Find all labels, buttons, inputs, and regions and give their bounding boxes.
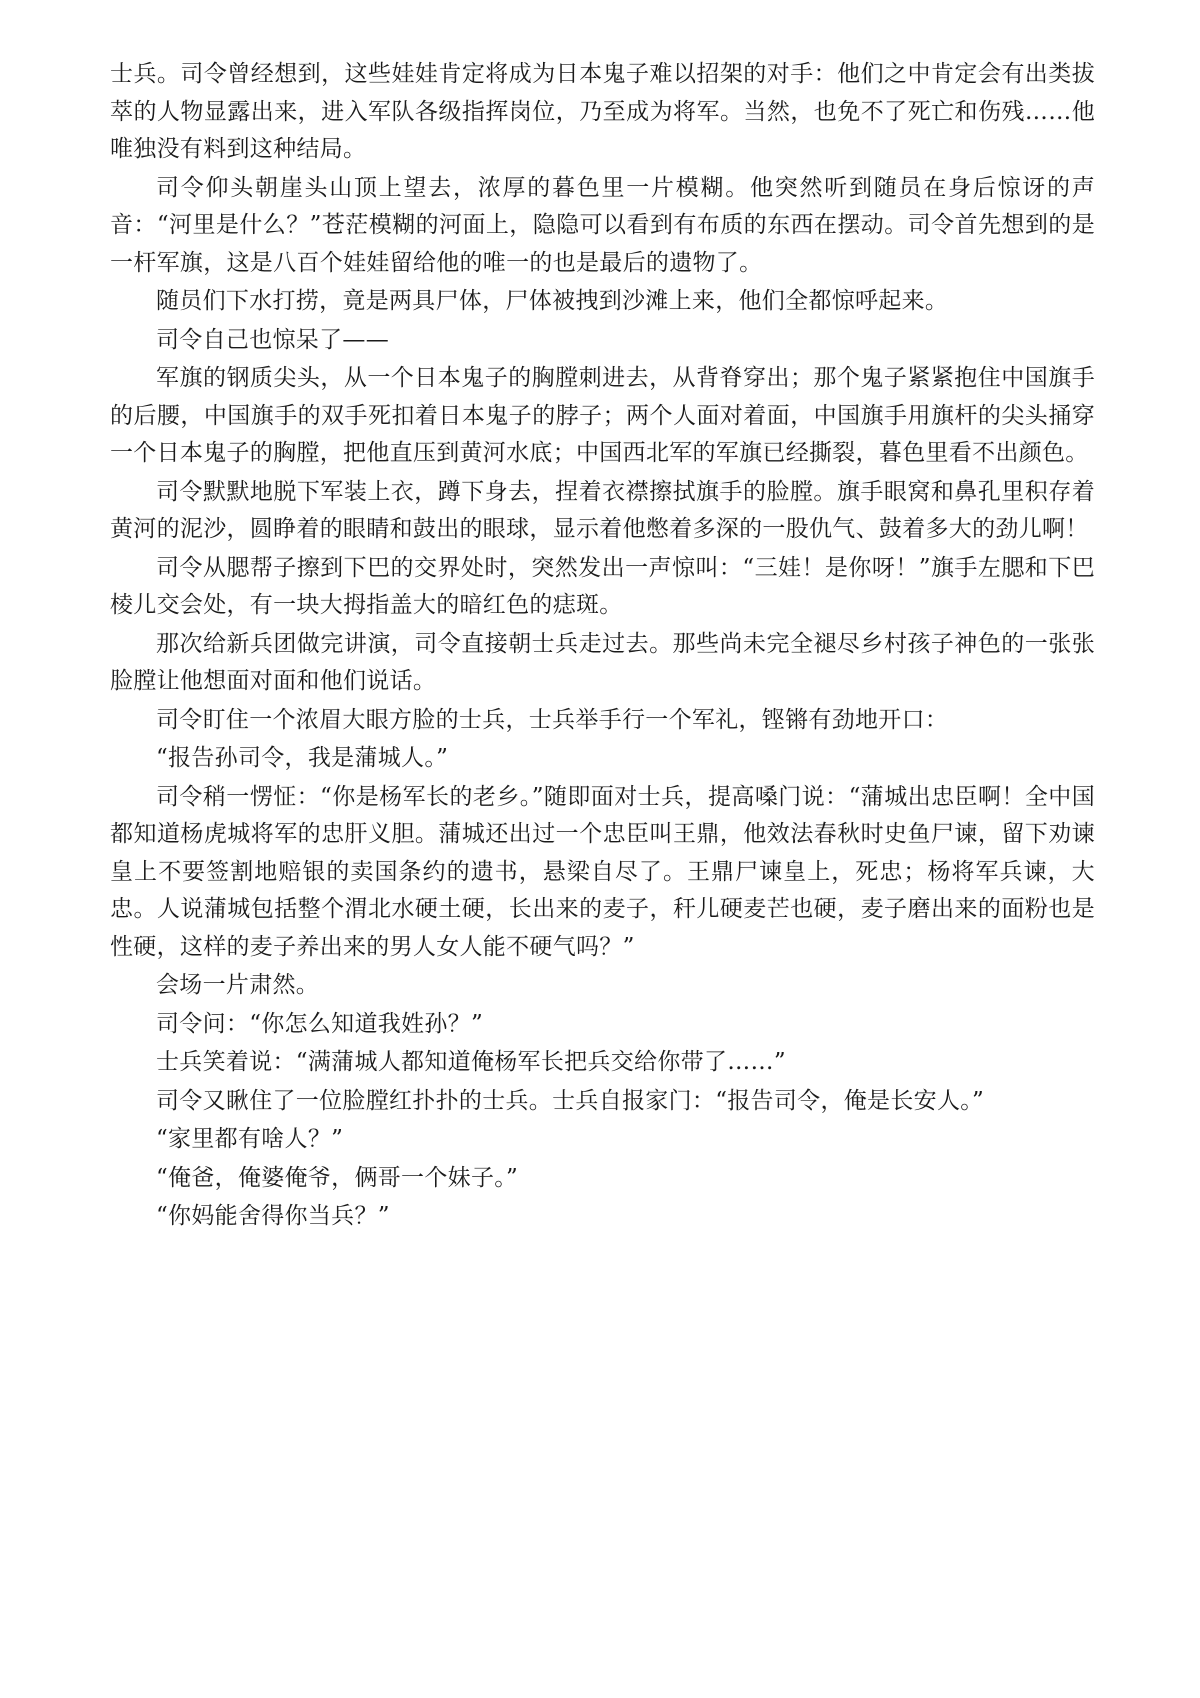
article-body [110, 56, 1095, 1237]
paragraph-10: “报告孙司令，我是蒲城人。” [156, 745, 449, 771]
paragraph-8: 那次给新兵团做完讲演，司令直接朝士兵走过去。那些尚未完全褪尽乡村孩子神色的一张张脸膛让他想面对面和他们说话。 [110, 630, 1095, 694]
paragraph-14: 士兵笑着说：“满蒲城人都知道俺杨军长把兵交给你带了……” [156, 1049, 786, 1075]
paragraph-11: 司令稍一愣怔：“你是杨军长的老乡。”随即面对士兵，提高嗓门说：“蒲城出忠臣啊！全中国都知道杨虎城将军的忠肝义胆。蒲城还出过一个忠臣叫王鼎，他效法春秋时史鱼尸谏，留下劝谏皇上不要签割地赔银的卖国条约的遗书，悬梁自尽了。王鼎尸谏皇上，死忠；杨将军兵谏，大忠。人说蒲城包括整个渭北水硬土硬，长出来的麦子，秆儿硬麦芒也硬，麦子磨出来的面粉也是性硬，这样的麦子养出来的男人女人能不硬气吗？” [110, 783, 1095, 960]
paragraph-18: “你妈能舍得你当兵？” [156, 1203, 390, 1229]
paragraph-5: 军旗的钢质尖头，从一个日本鬼子的胸膛刺进去，从背脊穿出；那个鬼子紧紧抱住中国旗手的后腰，中国旗手的双手死扣着日本鬼子的脖子；两个人面对着面，中国旗手用旗杆的尖头捅穿一个日本鬼子的胸膛，把他直压到黄河水底；中国西北军的军旗已经撕裂，暮色里看不出颜色。 [110, 365, 1095, 466]
paragraph-4: 司令自己也惊呆了—— [156, 326, 389, 353]
paragraph-15: 司令又瞅住了一位脸膛红扑扑的士兵。士兵自报家门：“报告司令，俺是长安人。” [156, 1087, 985, 1114]
paragraph-16: “家里都有啥人？” [156, 1126, 344, 1152]
paragraph-7: 司令从腮帮子擦到下巴的交界处时，突然发出一声惊叫：“三娃！是你呀！”旗手左腮和下巴棱儿交会处，有一块大拇指盖大的暗红色的痣斑。 [110, 554, 1095, 618]
paragraph-13: 司令问：“你怎么知道我姓孙？” [156, 1010, 484, 1037]
paragraph-12: 会场一片肃然。 [156, 972, 320, 998]
paragraph-9: 司令盯住一个浓眉大眼方脸的士兵，士兵举手行一个军礼，铿锵有劲地开口： [156, 706, 949, 733]
paragraph-2: 司令仰头朝崖头山顶上望去，浓厚的暮色里一片模糊。他突然听到随员在身后惊讶的声音：“河里是什么？”苍茫模糊的河面上，隐隐可以看到有布质的东西在摆动。司令首先想到的是一杆军旗，这是八百个娃娃留给他的唯一的也是最后的遗物了。 [110, 174, 1095, 276]
paragraph-17: “俺爸，俺婆俺爷，俩哥一个妹子。” [156, 1164, 519, 1191]
paragraph-6: 司令默默地脱下军装上衣，蹲下身去，捏着衣襟擦拭旗手的脸膛。旗手眼窝和鼻孔里积存着黄河的泥沙，圆睁着的眼睛和鼓出的眼球，显示着他憋着多深的一股仇气、鼓着多大的劲儿啊！ [110, 478, 1095, 542]
paragraph-1: 士兵。司令曾经想到，这些娃娃肯定将成为日本鬼子难以招架的对手：他们之中肯定会有出类拔萃的人物显露出来，进入军队各级指挥岗位，乃至成为将军。当然，也免不了死亡和伤残……他唯独没有料到这种结局。 [110, 61, 1095, 162]
paragraph-3: 随员们下水打捞，竟是两具尸体，尸体被拽到沙滩上来，他们全都惊呼起来。 [156, 288, 949, 314]
